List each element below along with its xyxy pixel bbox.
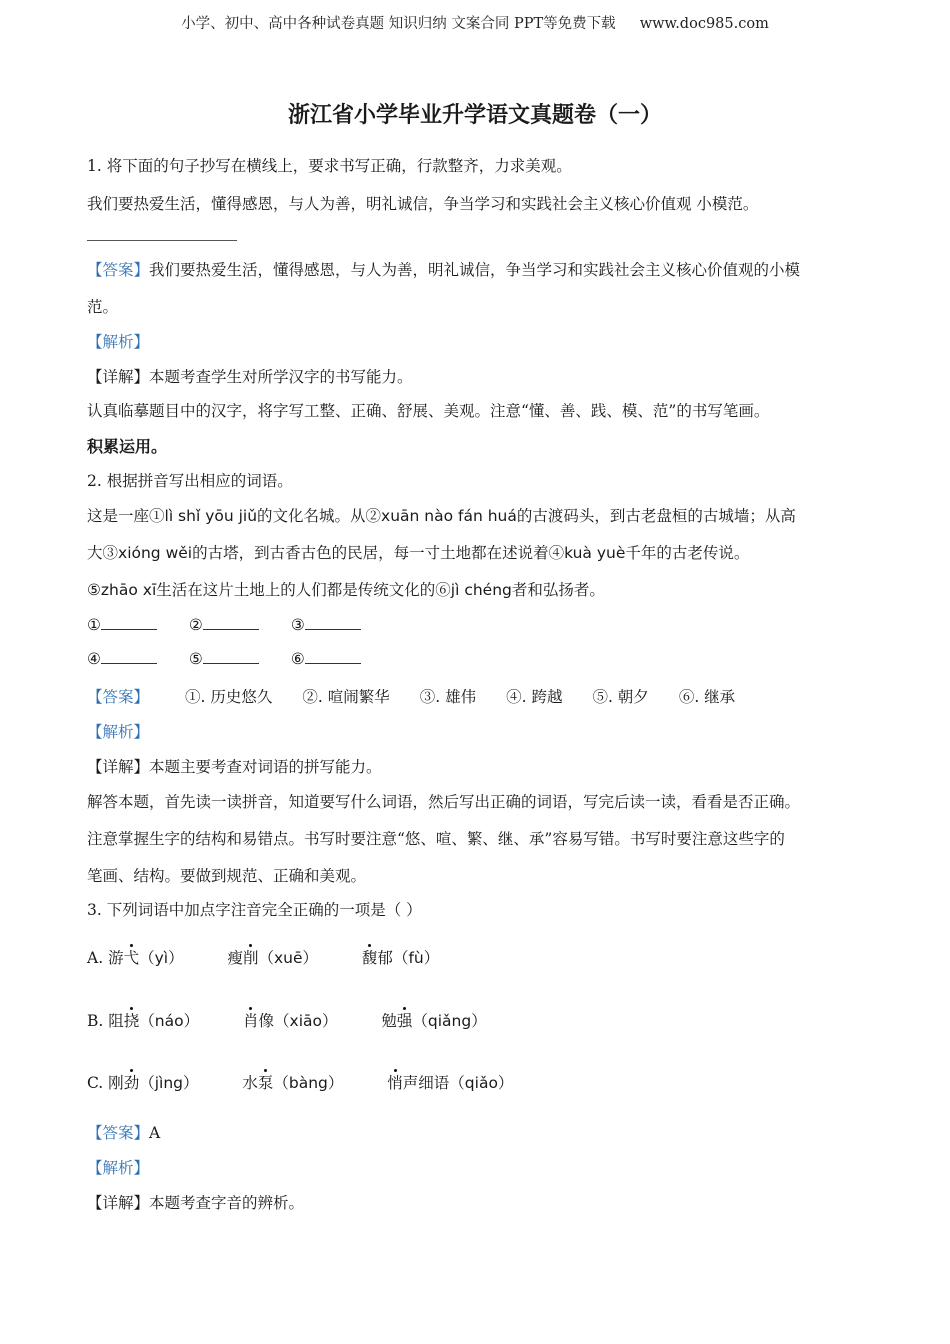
pinyin: （fù） bbox=[392, 949, 440, 967]
q2-blanks-row-2 bbox=[87, 650, 361, 668]
q2-detail-3: 注意掌握生字的结构和易错点。书写时要注意“悠、喧、繁、继、承”容易写错。书写时要注意这些字的 bbox=[87, 830, 785, 848]
q2-text: 这是一座① bbox=[87, 507, 165, 525]
option-label: C. bbox=[87, 1074, 104, 1092]
answer-item: ⑤. 朝夕 bbox=[592, 688, 649, 706]
answer-blank[interactable] bbox=[101, 651, 157, 664]
q1-answer-text: 我们要热爱生活，懂得感恩，与人为善，明礼诚信，争当学习和实践社会主义核心价值观的小模 bbox=[149, 261, 801, 279]
q1-answer-cont: 范。 bbox=[87, 298, 119, 316]
answer-blank[interactable] bbox=[305, 651, 361, 664]
q3-option-a[interactable] bbox=[87, 946, 439, 968]
blank-label: ⑤ bbox=[188, 650, 203, 668]
detail-tag: 【详解】 bbox=[87, 758, 150, 776]
q2-line-1 bbox=[87, 504, 796, 526]
answer-item: ⑥. 继承 bbox=[678, 688, 736, 706]
pinyin: （qiǎng） bbox=[412, 1012, 487, 1030]
q1-detail bbox=[87, 365, 413, 387]
pinyin: kuà yuè bbox=[564, 544, 626, 562]
word-char: 刚 bbox=[108, 1074, 124, 1092]
pinyin: lì shǐ yōu jiǔ bbox=[164, 507, 258, 525]
q1-sentence: 我们要热爱生活，懂得感恩，与人为善，明礼诚信，争当学习和实践社会主义核心价值观 小模范。 bbox=[87, 195, 759, 213]
answer-blank[interactable] bbox=[101, 617, 157, 630]
q1-answer-blank[interactable] bbox=[87, 240, 237, 241]
pinyin: xióng wěi bbox=[118, 544, 193, 562]
detail-tag: 【详解】 bbox=[87, 368, 150, 386]
dotted-char: 馥 bbox=[361, 949, 378, 967]
pinyin: （xuē） bbox=[258, 949, 319, 967]
q2-text: 的文化名城。从② bbox=[257, 507, 382, 525]
answer-blank[interactable] bbox=[203, 617, 259, 630]
q2-text: 的古渡码头，到古老盘桓的古城墙；从高 bbox=[516, 507, 796, 525]
q2-line-2 bbox=[87, 541, 749, 563]
word-char: 郁 bbox=[377, 949, 393, 967]
q2-answer bbox=[87, 685, 735, 707]
dotted-char: 削 bbox=[242, 949, 259, 967]
dotted-char: 强 bbox=[396, 1012, 413, 1030]
pinyin: （xiāo） bbox=[274, 1012, 338, 1030]
q1-stem: 1. 将下面的句子抄写在横线上，要求书写正确，行款整齐，力求美观。 bbox=[87, 157, 572, 175]
pinyin: jì chéng bbox=[450, 581, 512, 599]
q3-detail-text: 本题考查字音的辨析。 bbox=[149, 1194, 305, 1212]
q2-detail bbox=[87, 755, 382, 777]
answer-item: ①. 历史悠久 bbox=[185, 688, 273, 706]
pinyin: （qiǎo） bbox=[449, 1074, 514, 1092]
answer-tag: 【答案】 bbox=[87, 688, 150, 706]
option-label: A. bbox=[87, 949, 104, 967]
q3-option-c[interactable] bbox=[87, 1071, 513, 1093]
pinyin: （náo） bbox=[139, 1012, 200, 1030]
q3-option-b[interactable] bbox=[87, 1009, 487, 1031]
word-char: 声细语 bbox=[402, 1074, 450, 1092]
word-char: 阻 bbox=[108, 1012, 124, 1030]
q1-detail-text: 本题考查学生对所学汉字的书写能力。 bbox=[149, 368, 413, 386]
answer-blank[interactable] bbox=[305, 617, 361, 630]
word-char: 瘦 bbox=[227, 949, 243, 967]
answer-tag: 【答案】 bbox=[87, 261, 150, 279]
blank-label: ② bbox=[188, 616, 203, 634]
option-label: B. bbox=[87, 1012, 104, 1030]
q2-text: ⑤ bbox=[87, 581, 101, 599]
word-char: 像 bbox=[258, 1012, 275, 1030]
blank-label: ④ bbox=[87, 650, 101, 668]
q1-detail-2: 认真临摹题目中的汉字，将字写工整、正确、舒展、美观。注意“懂、善、践、模、范”的书写笔画。 bbox=[87, 402, 770, 420]
header-text: 小学、初中、高中各种试卷真题 知识归纳 文案合同 PPT等免费下载 bbox=[181, 16, 616, 32]
q2-text: 者和弘扬者。 bbox=[511, 581, 605, 599]
q3-answer-text: A bbox=[149, 1124, 161, 1142]
q2-detail-text: 本题主要考查对词语的拼写能力。 bbox=[149, 758, 382, 776]
q1-answer bbox=[87, 258, 800, 280]
q2-stem: 2. 根据拼音写出相应的词语。 bbox=[87, 472, 293, 490]
detail-tag: 【详解】 bbox=[87, 1194, 150, 1212]
dotted-char: 劲 bbox=[123, 1074, 140, 1092]
dotted-char: 弋 bbox=[123, 949, 140, 967]
dotted-char: 挠 bbox=[123, 1012, 140, 1030]
answer-item: ②. 喧闹繁华 bbox=[302, 688, 390, 706]
q2-blanks-row-1 bbox=[87, 616, 361, 634]
pinyin: zhāo xī bbox=[100, 581, 157, 599]
word-char: 游 bbox=[108, 949, 124, 967]
dotted-char: 泵 bbox=[257, 1074, 274, 1092]
q2-detail-4: 笔画、结构。要做到规范、正确和美观。 bbox=[87, 867, 367, 885]
q3-answer bbox=[87, 1121, 160, 1143]
page-title: 浙江省小学毕业升学语文真题卷（一） bbox=[287, 103, 662, 128]
pinyin: （yì） bbox=[139, 949, 184, 967]
word-char: 勉 bbox=[381, 1012, 397, 1030]
pinyin: xuān nào fán huá bbox=[381, 507, 517, 525]
q2-text: 的古塔，到古香古色的民居，每一寸土地都在述说着④ bbox=[192, 544, 565, 562]
q3-stem: 3. 下列词语中加点字注音完全正确的一项是（ ） bbox=[87, 901, 422, 919]
blank-label: ⑥ bbox=[290, 650, 305, 668]
blank-label: ① bbox=[87, 616, 101, 634]
word-char: 水 bbox=[242, 1074, 258, 1092]
blank-label: ③ bbox=[290, 616, 305, 634]
dotted-char: 悄 bbox=[387, 1074, 403, 1092]
page-header bbox=[0, 12, 950, 33]
q2-line-3 bbox=[87, 578, 605, 600]
q2-jiexi-tag: 【解析】 bbox=[87, 723, 150, 741]
pinyin: （bàng） bbox=[273, 1074, 344, 1092]
dotted-char: 肖 bbox=[242, 1012, 259, 1030]
answer-item: ③. 雄伟 bbox=[419, 688, 477, 706]
pinyin: （jìng） bbox=[139, 1074, 199, 1092]
q3-jiexi-tag: 【解析】 bbox=[87, 1159, 150, 1177]
answer-blank[interactable] bbox=[203, 651, 259, 664]
answer-tag: 【答案】 bbox=[87, 1124, 150, 1142]
section-heading: 积累运用。 bbox=[87, 437, 168, 456]
q3-detail bbox=[87, 1191, 304, 1213]
q2-text: 生活在这片土地上的人们都是传统文化的⑥ bbox=[156, 581, 451, 599]
q2-detail-2: 解答本题，首先读一读拼音，知道要写什么词语，然后写出正确的词语，写完后读一读，看看是否正确。 bbox=[87, 793, 801, 811]
answer-item: ④. 跨越 bbox=[506, 688, 563, 706]
q2-text: 大③ bbox=[87, 544, 119, 562]
q2-text: 千年的古老传说。 bbox=[625, 544, 750, 562]
q1-jiexi-tag: 【解析】 bbox=[87, 333, 150, 351]
header-url[interactable]: www.doc985.com bbox=[639, 16, 769, 32]
